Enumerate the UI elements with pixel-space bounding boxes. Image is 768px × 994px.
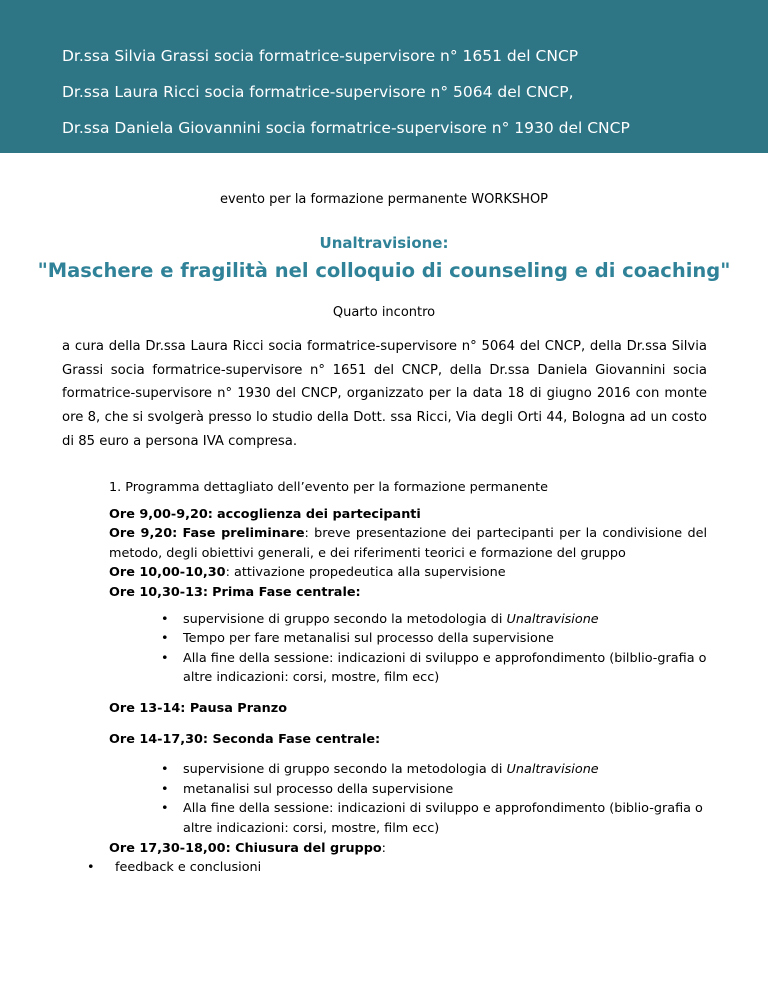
closing-list bbox=[109, 858, 707, 878]
list-item: • metanalisi sul processo della supervisione bbox=[109, 780, 707, 800]
list-item: • supervisione di gruppo secondo la metodologia di Unaltravisione bbox=[109, 610, 707, 630]
meeting-number: Quarto incontro bbox=[332, 305, 436, 320]
second-phase-list bbox=[109, 760, 707, 838]
session-closing: Ore 17,30-18,00: Chiusura del gruppo: bbox=[109, 840, 386, 856]
list-item: • Tempo per fare metanalisi sul processo della supervisione bbox=[109, 629, 707, 649]
session-first-central: Ore 10,30-13: Prima Fase centrale: bbox=[109, 584, 361, 600]
header-line-grassi: Dr.ssa Silvia Grassi socia formatrice-supervisore n° 1651 del CNCP bbox=[62, 47, 579, 65]
list-item: • Alla fine della sessione: indicazioni di sviluppo e approfondimento (biblio-grafia o altre indicazioni: corsi, mostre, film ecc) bbox=[109, 799, 707, 838]
program-heading: 1. Programma dettagliato dell’evento per la formazione permanente bbox=[109, 480, 548, 495]
session-lunch: Ore 13-14: Pausa Pranzo bbox=[109, 700, 287, 716]
header-line-ricci: Dr.ssa Laura Ricci socia formatrice-supervisore n° 5064 del CNCP, bbox=[62, 83, 574, 101]
event-type-line: evento per la formazione permanente WORKSHOP bbox=[219, 192, 549, 207]
event-title: "Maschere e fragilità nel colloquio di counseling e di coaching" bbox=[37, 259, 731, 282]
intro-paragraph: a cura della Dr.ssa Laura Ricci socia formatrice-supervisore n° 5064 del CNCP, della Dr.ssa Silvia Grassi socia formatrice-supervisore n° 1651 del CNCP, della Dr.ssa Daniela Giovannini socia formatrice-supervisore n° 1930 del CNCP, organizzato per la data 18 di giugno 2016 con monte ore 8, che si svolgerà presso lo studio della Dott. ssa Ricci, Via degli Orti 44, Bologna ad un costo di 85 euro a persona IVA compresa. bbox=[62, 339, 707, 449]
list-item: • feedback e conclusioni bbox=[81, 858, 707, 878]
session-activation: Ore 10,00-10,30: attivazione propedeutica alla supervisione bbox=[109, 565, 506, 581]
event-kicker: Unaltravisione: bbox=[319, 234, 449, 252]
list-item: • Alla fine della sessione: indicazioni di sviluppo e approfondimento (bilblio-grafia o altre indicazioni: corsi, mostre, film ecc) bbox=[109, 649, 707, 688]
session-preliminary: Ore 9,20: Fase preliminare: breve presentazione dei partecipanti per la condivisione del metodo, degli obiettivi generali, e dei riferimenti teorici e formazione del gruppo bbox=[109, 526, 708, 561]
program-section bbox=[109, 478, 707, 878]
header-banner bbox=[0, 0, 768, 153]
session-welcome: Ore 9,00-9,20: accoglienza dei partecipanti bbox=[109, 506, 421, 522]
first-phase-list bbox=[109, 610, 707, 688]
session-second-central: Ore 14-17,30: Seconda Fase centrale: bbox=[109, 731, 381, 747]
list-item: • supervisione di gruppo secondo la metodologia di Unaltravisione bbox=[109, 760, 707, 780]
header-line-giovannini: Dr.ssa Daniela Giovannini socia formatrice-supervisore n° 1930 del CNCP bbox=[62, 119, 630, 137]
